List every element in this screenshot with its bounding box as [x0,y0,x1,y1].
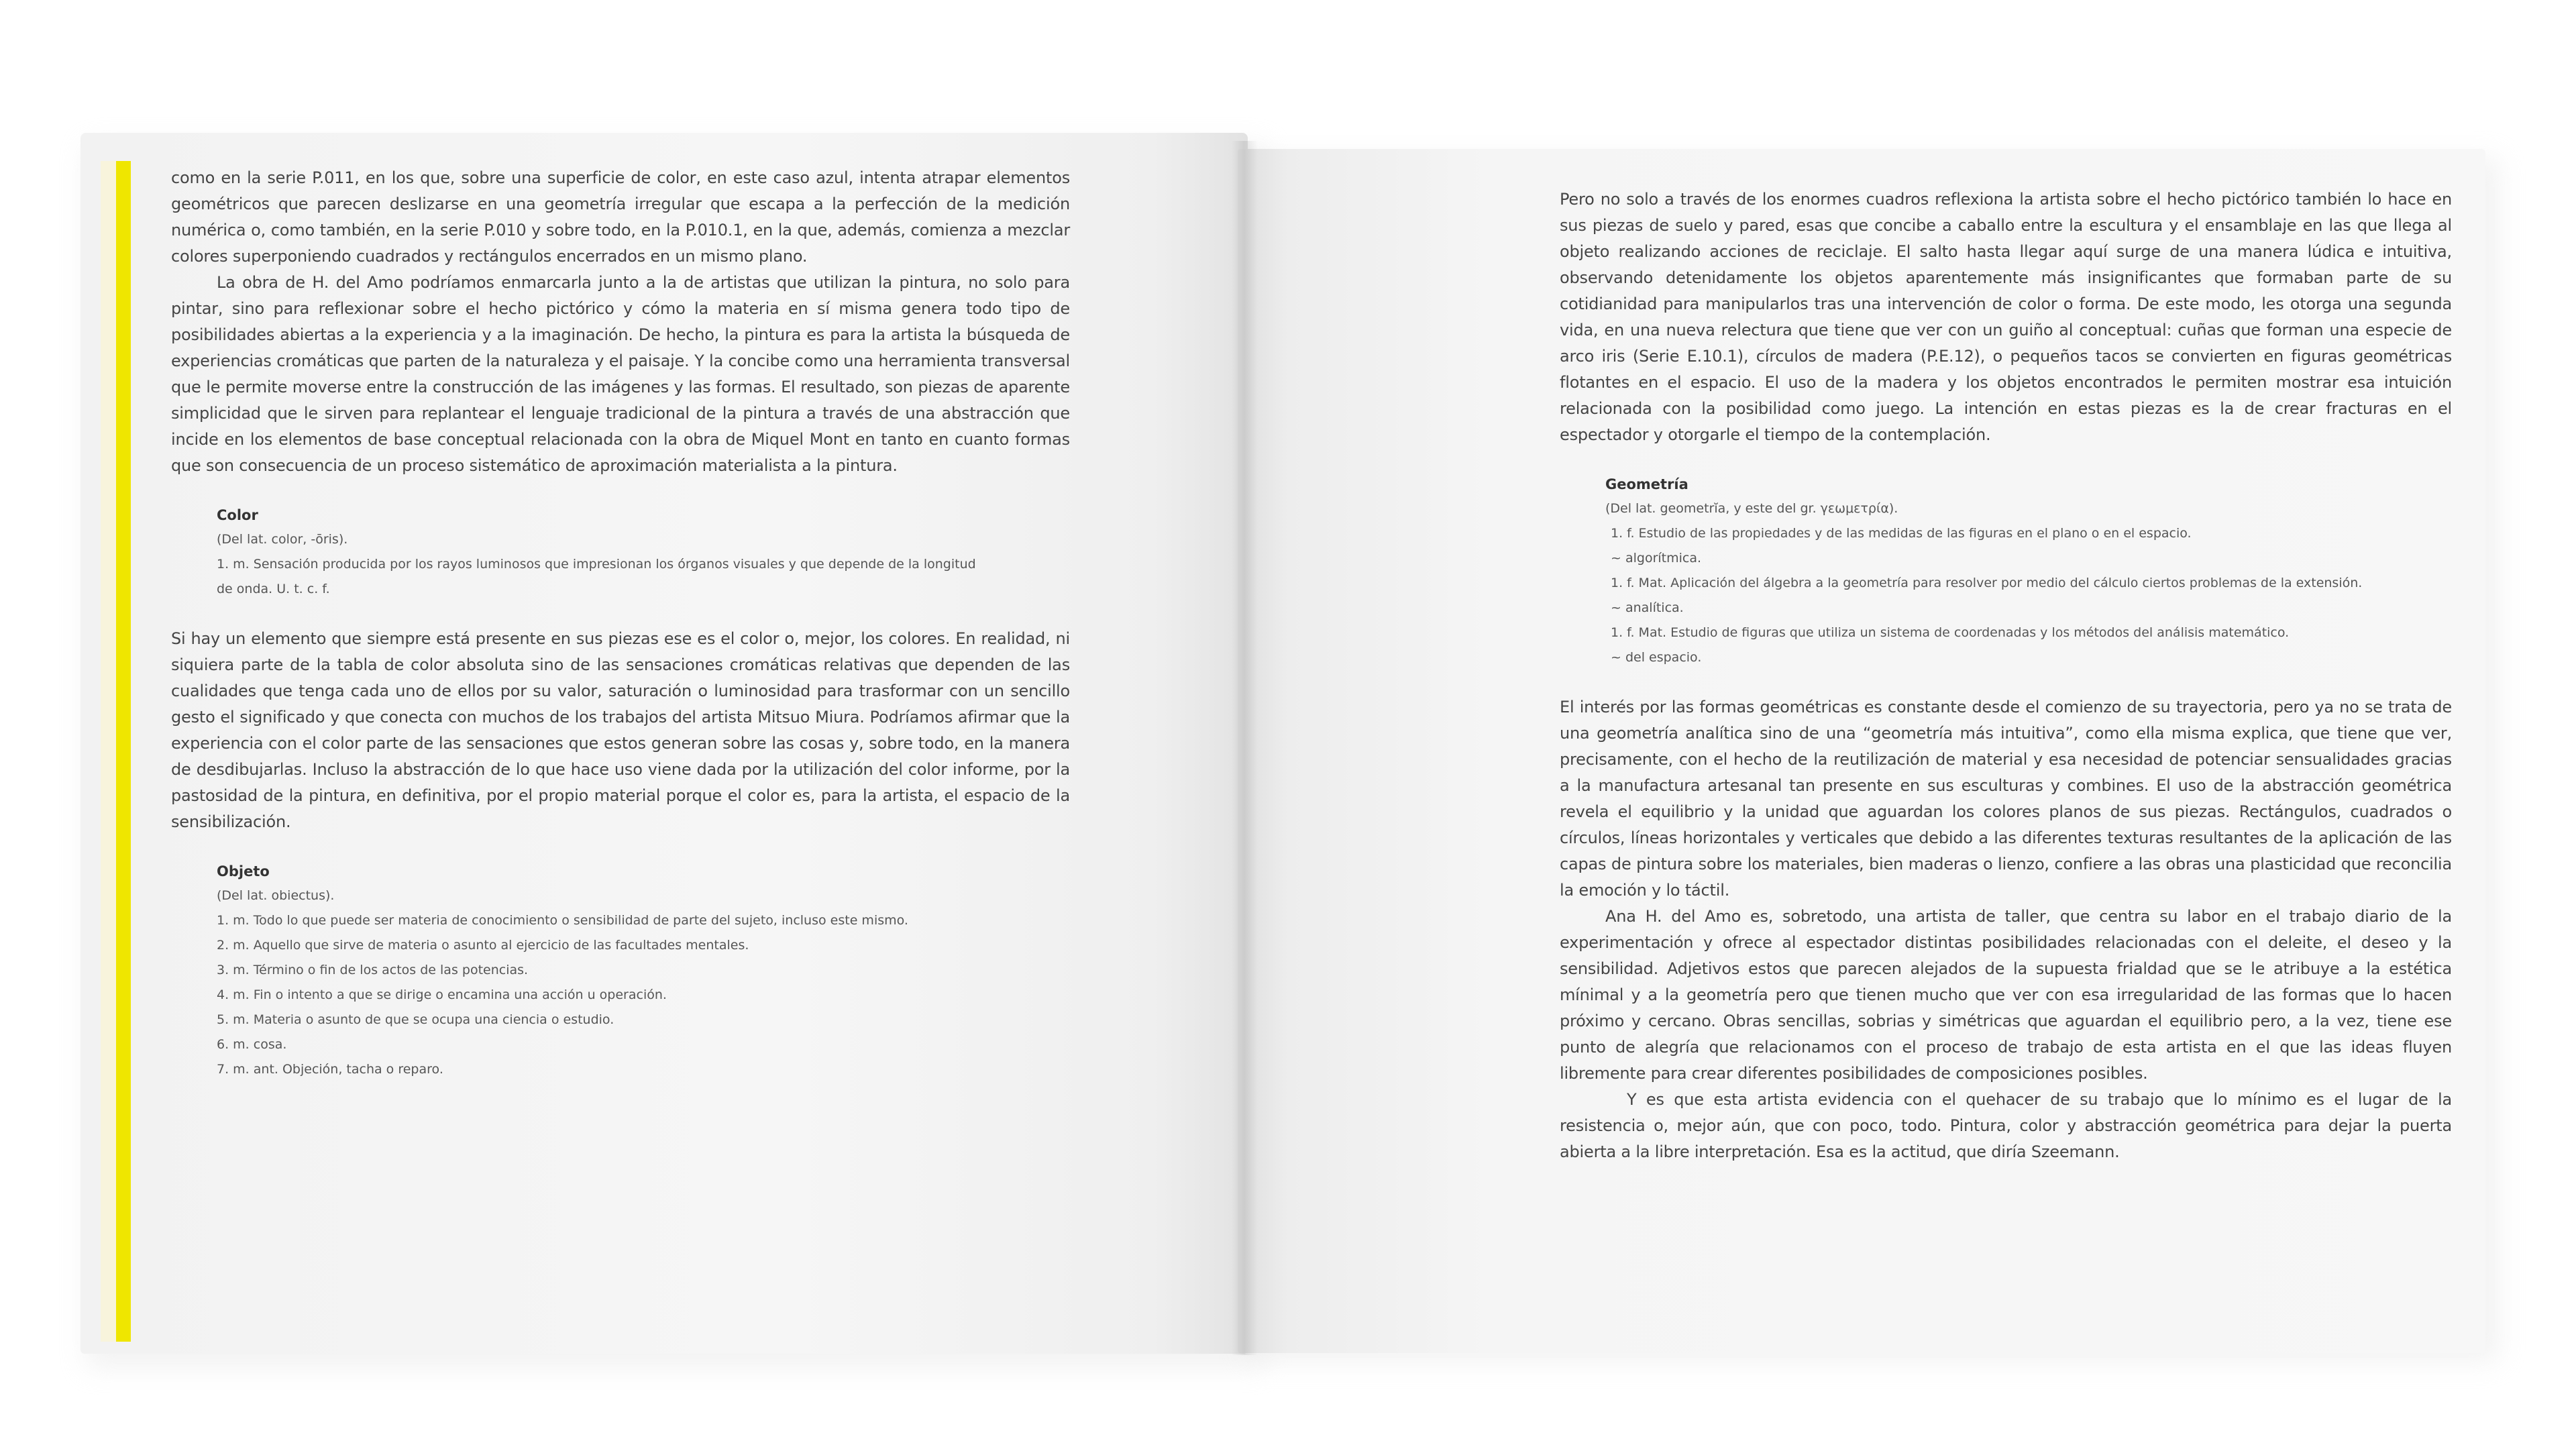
definition-line: 6. m. cosa. [217,1037,287,1052]
definition-line: 7. m. ant. Objeción, tacha o reparo. [217,1062,443,1077]
definition-line: (Del lat. color, -ōris). [217,532,348,547]
right-paragraph-3: Ana H. del Amo es, sobretodo, una artista de taller, que centra su labor en el trabajo diario de la experimentación y ofrece al espectador distintas posibilidades relacionadas con el deleite, el deseo y la sensibilidad. Adjetivos estos que parecen alejados de la supuesta frialdad que se le atribuye a la estética mínimal y a la geometría pero que tienen mucho que ver con esa irregularidad de las formas que lo hacen próximo y cercano. Obras sencillas, sobrias y simétricas que aguardan el equilibrio pero, a la vez, tiene ese punto de alegría que relacionamos con el proceso de trabajo de esta artista en el que las ideas fluyen libremente para crear diferentes posibilidades de composiciones posibles. [1560,907,2452,1083]
definition-line: ~ analítica. [1611,600,1684,615]
definition-line: (Del lat. geometrĭa, y este del gr. γεωμετρία). [1605,501,1898,516]
definition-objeto [171,859,1070,1082]
right-paragraph-4: Y es que esta artista evidencia con el quehacer de su trabajo que lo mínimo es el lugar de la resistencia o, mejor aún, que con poco, todo. Pintura, color y abstracción geométrica para dejar la puerta abierta a la libre interpretación. Esa es la actitud, que diría Szeemann. [1560,1090,2452,1161]
definition-line: 1. m. Todo lo que puede ser materia de conocimiento o sensibilidad de parte del sujeto, incluso este mismo. [217,913,908,928]
page-edge-strip [101,161,117,1342]
definition-line: 5. m. Materia o asunto de que se ocupa una ciencia o estudio. [217,1012,614,1027]
definition-line: (Del lat. obiectus). [217,888,335,903]
definition-line: ~ del espacio. [1611,650,1702,665]
definition-line: ~ algorítmica. [1611,551,1702,566]
definition-geometria [1560,472,2452,670]
left-paragraph-1: como en la serie P.011, en los que, sobre una superficie de color, en este caso azul, intenta atrapar elementos geométricos que parecen deslizarse en una geometría irregular que escapa a la perfección de la medición numérica o, como también, en la serie P.010 y sobre todo, en la P.010.1, en la que, además, comienza a mezclar colores superponiendo cuadrados y rectángulos encerrados en un mismo plano. [171,168,1070,266]
right-paragraph-2: El interés por las formas geométricas es constante desde el comienzo de su trayectoria, pero ya no se trata de una geometría analítica sino de una “geometría más intuitiva”, como ella misma explica, que tiene que ver, precisamente, con el hecho de la reutilización de material y esa necesidad de potenciar sensualidades gracias a la manufactura artesanal tan presente en sus esculturas y combines. El uso de la abstracción geométrica revela el equilibrio y la unidad que aguardan los colores planos de sus piezas. Rectángulos, cuadrados o círculos, líneas horizontales y verticales que debido a las diferentes texturas resultantes de la aplicación de las capas de pintura sobre los materiales, bien maderas o lienzo, confiere a las obras una plasticidad que reconcilia la emoción y lo táctil. [1560,698,2452,900]
definition-title: Geometría [1605,476,1688,492]
definition-line: 4. m. Fin o intento a que se dirige o encamina una acción u operación. [217,987,667,1002]
right-paragraph-1: Pero no solo a través de los enormes cuadros reflexiona la artista sobre el hecho pictórico también lo hace en sus piezas de suelo y pared, esas que concibe a caballo entre la escultura y el ensamblaje en las que llega al objeto realizando acciones de reciclaje. El salto hasta llegar aquí surge de una manera lúdica e intuitiva, observando detenidamente los objetos aparentemente más insignificantes que formaban parte de su cotidianidad para manipularlos tras una intervención de color o forma. De este modo, les otorga una segunda vida, en una nueva relectura que tiene que ver con un guiño al conceptual: cuñas que forman una especie de arco iris (Serie E.10.1), círculos de madera (P.E.12), o pequeños tacos se convierten en figuras geométricas flotantes en el espacio. El uso de la madera y los objetos encontrados le permiten mostrar esa intuición relacionada con la posibilidad como juego. La intención en estas piezas es la de crear fracturas en el espectador y otorgarle el tiempo de la contemplación. [1560,190,2452,444]
definition-line: 1. m. Sensación producida por los rayos luminosos que impresionan los órganos visuales y que depende de la longitud [217,557,976,572]
book-gutter [1231,141,1258,1355]
definition-line: 2. m. Aquello que sirve de materia o asunto al ejercicio de las facultades mentales. [217,938,749,953]
definition-color [171,503,1070,602]
left-paragraph-3: Si hay un elemento que siempre está presente en sus piezas ese es el color o, mejor, los colores. En realidad, ni siquiera parte de la tabla de color absoluta sino de las sensaciones cromáticas relativas que dependen de las cualidades que tenga cada uno de ellos por su valor, saturación o luminosidad para trasformar con un sencillo gesto el significado y que conecta con muchos de los trabajos del artista Mitsuo Miura. Podríamos afirmar que la experiencia con el color parte de las sensaciones que estos generan sobre las cosas y, sobre todo, en la manera de desdibujarlas. Incluso la abstracción de lo que hace uso viene dada por la utilización del color informe, por la pastosidad de la pintura, en definitiva, por el propio material porque el color es, para la artista, el espacio de la sensibilización. [171,629,1070,831]
left-paragraph-2: La obra de H. del Amo podríamos enmarcarla junto a la de artistas que utilizan la pintura, no solo para pintar, sino para reflexionar sobre el hecho pictórico y cómo la materia en sí misma genera todo tipo de posibilidades abiertas a la experiencia y a la imaginación. De hecho, la pintura es para la artista la búsqueda de experiencias cromáticas que parten de la naturaleza y el paisaje. Y la concibe como una herramienta transversal que le permite moverse entre la construcción de las imágenes y las formas. El resultado, son piezas de aparente simplicidad que le sirven para replantear el lenguaje tradicional de la pintura a través de una abstracción que incide en los elementos de base conceptual relacionada con la obra de Miquel Mont en tanto en cuanto formas que son consecuencia de un proceso sistemático de aproximación materialista a la pintura. [171,273,1070,475]
definition-line: 3. m. Término o fin de los actos de las potencias. [217,963,529,977]
definition-title: Color [217,507,258,523]
left-page-text [171,165,1070,1082]
definition-line: de onda. U. t. c. f. [217,582,330,596]
definition-line: 1. f. Mat. Aplicación del álgebra a la geometría para resolver por medio del cálculo ciertos problemas de la extensión. [1611,576,2363,590]
definition-title: Objeto [217,863,270,879]
definition-line: 1. f. Estudio de las propiedades y de las medidas de las figuras en el plano o en el espacio. [1611,526,2192,541]
definition-line: 1. f. Mat. Estudio de figuras que utiliza un sistema de coordenadas y los métodos del análisis matemático. [1611,625,2290,640]
yellow-accent-strip [116,161,131,1342]
right-page-text [1560,186,2452,1165]
